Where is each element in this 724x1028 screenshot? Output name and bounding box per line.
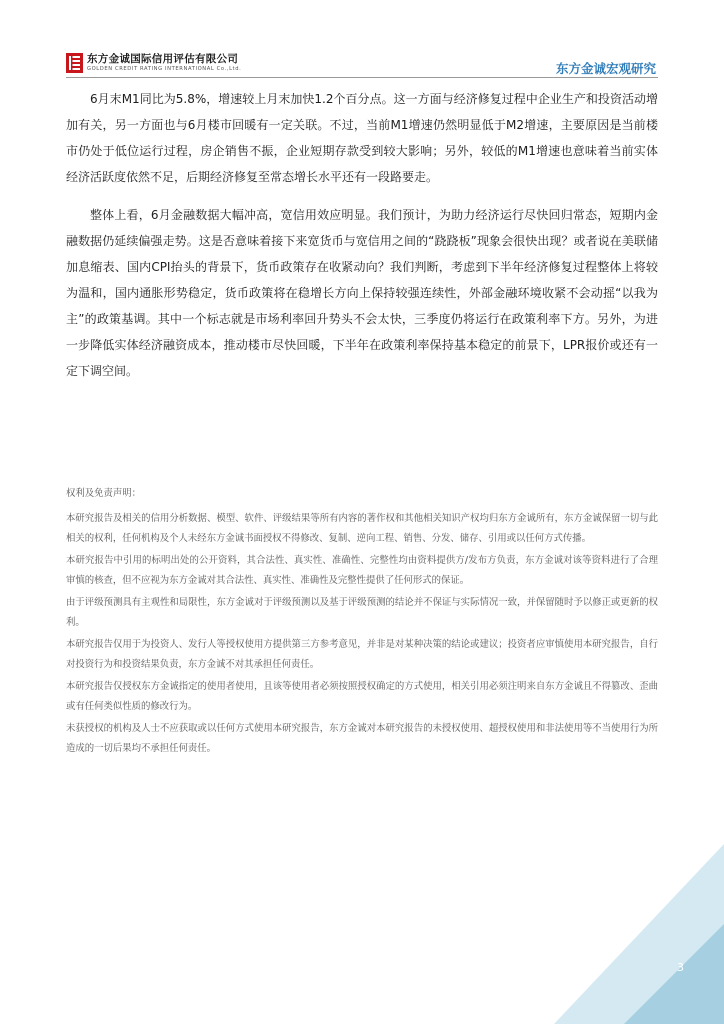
header-divider	[66, 77, 658, 78]
company-name-en: GOLDEN CREDIT RATING INTERNATIONAL Co.,Ltd.	[87, 65, 242, 72]
report-series-title: 东方金诚宏观研究	[555, 61, 656, 76]
report-body	[66, 86, 658, 396]
disclaimer-paragraph: 由于评级预测具有主观性和局限性，东方金诚对于评级预测以及基于评级预测的结论并不保证与实际情况一致，并保留随时予以修正或更新的权利。	[66, 596, 658, 628]
disclaimer-paragraph: 本研究报告中引用的标明出处的公开资料，其合法性、真实性、准确性、完整性均由资料提供方/发布方负责，东方金诚对该等资料进行了合理审慎的核查，但不应视为东方金诚对其合法性、真实性、准确性及完整性提供了任何形式的保证。	[66, 554, 658, 586]
body-paragraph: 6月末M1同比为5.8%，增速较上月末加快1.2个百分点。这一方面与经济修复过程中企业生产和投资活动增加有关，另一方面也与6月楼市回暖有一定关联。不过，当前M1增速仍然明显低于M2增速，主要原因是当前楼市仍处于低位运行过程，房企销售不振，企业短期存款受到较大影响；另外，较低的M1增速也意味着当前实体经济活跃度依然不足，后期经济修复至常态增长水平还有一段路要走。	[66, 92, 658, 184]
disclaimer-section	[66, 484, 658, 761]
disclaimer-paragraph: 未获授权的机构及人士不应获取或以任何方式使用本研究报告，东方金诚对本研究报告的未授权使用、超授权使用和非法使用等不当使用行为所造成的一切后果均不承担任何责任。	[66, 722, 658, 754]
disclaimer-paragraph: 本研究报告仅授权东方金诚指定的使用者使用，且该等使用者必须按照授权确定的方式使用，相关引用必须注明来自东方金诚且不得篡改、歪曲或有任何类似性质的修改行为。	[66, 680, 658, 712]
company-name-cn: 东方金诚国际信用评估有限公司	[87, 53, 239, 66]
logo-mark-icon	[66, 53, 83, 73]
page-number: 3	[677, 961, 684, 974]
company-logo	[66, 52, 241, 74]
disclaimer-paragraph: 本研究报告及相关的信用分析数据、模型、软件、评级结果等所有内容的著作权和其他相关知识产权均归东方金诚所有，东方金诚保留一切与此相关的权利，任何机构及个人未经东方金诚书面授权不得修改、复制、逆向工程、销售、分发、储存、引用或以任何方式传播。	[66, 512, 658, 544]
disclaimer-title: 权利及免责声明：	[66, 488, 142, 499]
disclaimer-paragraph: 本研究报告仅用于为投资人、发行人等授权使用方提供第三方参考意见，并非是对某种决策的结论或建议；投资者应审慎使用本研究报告，自行对投资行为和投资结果负责，东方金诚不对其承担任何责任。	[66, 638, 658, 670]
corner-decoration	[554, 844, 724, 1024]
body-paragraph: 整体上看，6月金融数据大幅冲高，宽信用效应明显。我们预计，为助力经济运行尽快回归常态，短期内金融数据仍延续偏强走势。这是否意味着接下来宽货币与宽信用之间的“跷跷板”现象会很快出现？或者说在美联储加息缩表、国内CPI抬头的背景下，货币政策存在收紧动向？我们判断，考虑到下半年经济修复过程整体上将较为温和，国内通胀形势稳定，货币政策将在稳增长方向上保持较强连续性，外部金融环境收紧不会动摇“以我为主”的政策基调。其中一个标志就是市场利率回升势头不会太快，三季度仍将运行在政策利率下方。另外，为进一步降低实体经济融资成本，推动楼市尽快回暖，下半年在政策利率保持基本稳定的前景下，LPR报价或还有一定下调空间。	[66, 208, 658, 378]
page-header	[0, 0, 724, 78]
